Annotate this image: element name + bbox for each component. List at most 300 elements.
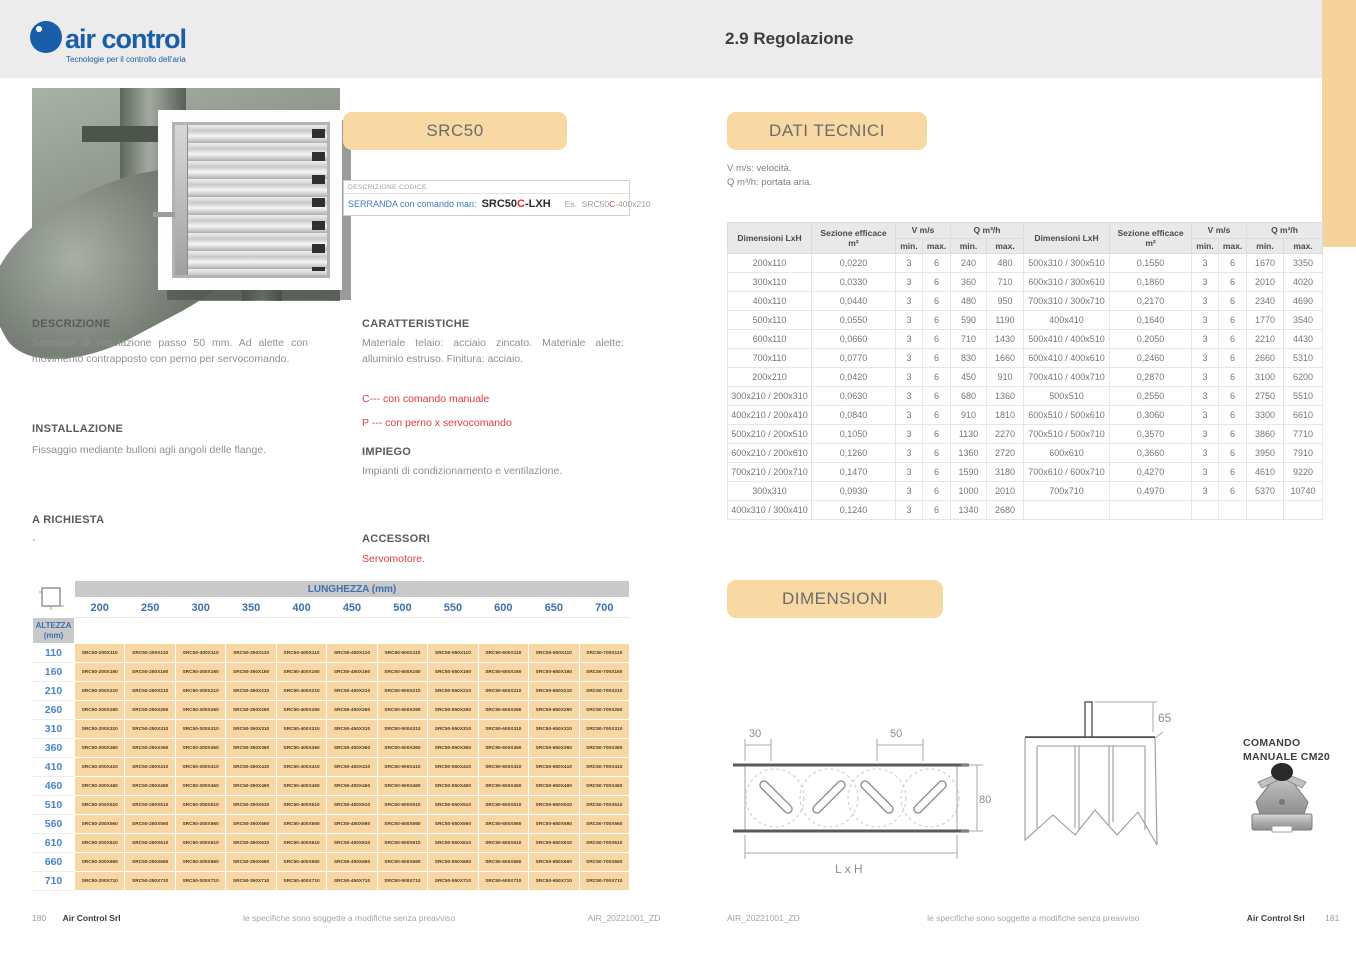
tech-table-cell	[1247, 501, 1284, 520]
tech-table-cell: 600x110	[728, 330, 812, 349]
tech-table-cell: 6	[923, 463, 951, 482]
model-code-cell: SRC50-600X310	[478, 720, 528, 739]
selector-row	[33, 872, 630, 891]
length-header: 500	[377, 598, 427, 618]
tech-legend: V m/s: velocità. Q m³/h: portata aria.	[727, 163, 813, 188]
tech-table-cell: 0,2170	[1110, 292, 1192, 311]
model-code-cell: SRC50-450X110	[327, 644, 377, 663]
tech-table-cell: 0,1240	[812, 501, 896, 520]
model-code-cell: SRC50-600X160	[478, 663, 528, 682]
tech-table-cell: 200x210	[728, 368, 812, 387]
tech-table-cell: 300x210 / 200x310	[728, 387, 812, 406]
model-code-cell: SRC50-500X360	[377, 739, 427, 758]
tech-table-cell: 6	[1219, 368, 1247, 387]
model-code-cell: SRC50-400X460	[276, 777, 326, 796]
model-code-cell: SRC50-700X360	[579, 739, 629, 758]
damper-section-drawing	[727, 693, 995, 883]
tech-table-cell: 3	[896, 368, 923, 387]
tech-table-cell: 0,3660	[1110, 444, 1192, 463]
tech-table-cell: 700x310 / 300x710	[1024, 292, 1110, 311]
tech-table-cell: 3	[896, 273, 923, 292]
tech-table-row	[728, 311, 1323, 330]
tech-table-cell: 2680	[987, 501, 1024, 520]
tech-table-cell: 0,0840	[812, 406, 896, 425]
tech-table-cell: 1360	[951, 444, 987, 463]
impiego-heading: IMPIEGO	[362, 446, 412, 458]
tech-table-cell: 500x410 / 400x510	[1024, 330, 1110, 349]
length-header: 250	[125, 598, 175, 618]
model-code-cell: SRC50-700X160	[579, 663, 629, 682]
model-code-cell: SRC50-250X410	[125, 758, 175, 777]
height-header: 660	[33, 853, 75, 872]
tech-table-cell: 3860	[1247, 425, 1284, 444]
tech-table-cell: 240	[951, 254, 987, 273]
model-code-cell: SRC50-650X260	[529, 701, 579, 720]
model-code-cell: SRC50-250X310	[125, 720, 175, 739]
model-code-cell: SRC50-450X460	[327, 777, 377, 796]
tech-table-row	[728, 425, 1323, 444]
model-code-cell: SRC50-550X410	[428, 758, 478, 777]
tech-table-cell: 6	[1219, 292, 1247, 311]
selector-row	[33, 720, 630, 739]
col-v-left: V m/s	[896, 223, 951, 239]
svg-text:65: 65	[1158, 711, 1172, 725]
selector-row	[33, 777, 630, 796]
model-code-cell: SRC50-350X310	[226, 720, 276, 739]
model-code-cell: SRC50-700X610	[579, 834, 629, 853]
model-code-cell: SRC50-500X310	[377, 720, 427, 739]
model-code-cell: SRC50-700X260	[579, 701, 629, 720]
tech-table-cell: 2270	[987, 425, 1024, 444]
svg-text:50: 50	[890, 728, 903, 740]
col-q-left: Q m³/h	[951, 223, 1024, 239]
model-code-cell: SRC50-250X160	[125, 663, 175, 682]
tech-table-cell: 600x410 / 400x610	[1024, 349, 1110, 368]
installazione-heading: INSTALLAZIONE	[32, 423, 124, 435]
model-code-cell: SRC50-400X510	[276, 796, 326, 815]
col-sezione-left: Sezione efficace m²	[812, 223, 896, 254]
tech-table-cell: 0,0420	[812, 368, 896, 387]
lunghezza-band: LUNGHEZZA (mm)	[75, 581, 630, 598]
impiego-body: Impianti di condizionamento e ventilazione.	[362, 465, 563, 477]
footer-left	[32, 913, 660, 923]
col-dimensioni-left: Dimensioni LxH	[728, 223, 812, 254]
model-code-cell: SRC50-550X610	[428, 834, 478, 853]
descrizione-body: Serrande di regolazione passo 50 mm. Ad alette con movimento contrapposto con perno per servocomando.	[32, 337, 308, 365]
model-code-cell: SRC50-400X610	[276, 834, 326, 853]
tech-table-cell	[1024, 501, 1110, 520]
model-code-cell: SRC50-700X210	[579, 682, 629, 701]
tech-table: Dimensioni LxH Sezione efficace m² V m/s Q m³/h Dimensioni LxH Sezione efficace m² V m/s Q m³/h min. max. min. max. min. max. min. max. 200x110 0,0220 3 6 240 480 500x310 / 300x510 0,1550 3 6 1670 3350 300x110 0,0330 3 6 360 710 600x310 / 300x610 0,1860 3 6 2010 4020 400x110 0,0440 3 6 480 950 700x310 / 300x710 0,2170 3 6 2340 4690 500x110 0,0550 3 6 590 1190 400x410 0,1640 3 6 1770 3540 600x110 0,0660 3 6 710 1430 500x410 / 400x510 0,2050 3 6 2210 4430 700x110 0,0770 3 6 830 1660 600x410 / 400x610 0,2460 3 6 2660 5310 200x210 0,0420 3 6 450 910 700x410 / 400x710 0,2870 3 6 3100 6200 300x210 / 200x310 0,0630 3 6 680 1360 500x510 0,2550 3 6 2750 5510 400x210 / 200x410 0,0840 3 6 910 1810 600x510 / 500x610 0,3060 3 6 3300 6610 500x210 / 200x510 0,1050 3 6 1130 2270 700x510 / 500x710 0,3570 3 6 3860 7710 600x210 / 200x610 0,1260 3 6 1360 2720 600x610 0,3660 3 6 3950 7910 700x210 / 200x710 0,1470 3 6 1590 3180 700x610 / 600x710 0,4270 3 6 4610 9220 300x310 0,0930 3 6 1000 2010 700x710 0,4970 3 6 5370 10740 400x310 / 300x410 0,1240 3 6 1340 2680	[727, 222, 1323, 520]
tech-table-row	[728, 444, 1323, 463]
tech-table-cell: 1360	[987, 387, 1024, 406]
tech-table-cell: 700x110	[728, 349, 812, 368]
tech-table-cell: 6	[923, 482, 951, 501]
height-header: 260	[33, 701, 75, 720]
model-code-cell: SRC50-250X510	[125, 796, 175, 815]
tech-table-cell: 600x210 / 200x610	[728, 444, 812, 463]
model-code-cell: SRC50-200X510	[75, 796, 125, 815]
tech-table-cell: 1000	[951, 482, 987, 501]
tech-table-cell: 5370	[1247, 482, 1284, 501]
product-code: SRC50C-LXH	[481, 198, 551, 210]
logo-text: air control	[65, 24, 187, 54]
model-code-cell: SRC50-300X160	[175, 663, 225, 682]
tech-table-cell: 3	[896, 501, 923, 520]
tech-table-row	[728, 406, 1323, 425]
tech-table-cell: 600x310 / 300x610	[1024, 273, 1110, 292]
tech-table-cell: 2010	[1247, 273, 1284, 292]
tech-table-cell: 0,0770	[812, 349, 896, 368]
model-code-cell: SRC50-700X310	[579, 720, 629, 739]
selector-row	[33, 663, 630, 682]
tech-table-cell: 3	[1192, 463, 1219, 482]
tech-table-cell: 0,2870	[1110, 368, 1192, 387]
tech-table-cell: 400x310 / 300x410	[728, 501, 812, 520]
tech-table-cell: 6	[1219, 406, 1247, 425]
tech-table-cell: 6	[1219, 330, 1247, 349]
model-code-cell: SRC50-650X410	[529, 758, 579, 777]
model-code-cell: SRC50-250X710	[125, 872, 175, 891]
model-code-cell: SRC50-700X660	[579, 853, 629, 872]
tech-table-cell: 600x610	[1024, 444, 1110, 463]
model-code-cell: SRC50-600X460	[478, 777, 528, 796]
length-header: 400	[276, 598, 326, 618]
tech-table-cell: 3	[1192, 482, 1219, 501]
selector-row	[33, 682, 630, 701]
model-code-cell: SRC50-650X460	[529, 777, 579, 796]
selector-row	[33, 853, 630, 872]
model-code-cell: SRC50-500X710	[377, 872, 427, 891]
model-code-cell: SRC50-350X210	[226, 682, 276, 701]
dati-tecnici-badge: DATI TECNICI	[727, 112, 927, 150]
model-code-cell: SRC50-250X660	[125, 853, 175, 872]
length-header: 200	[75, 598, 125, 618]
model-code-cell: SRC50-350X710	[226, 872, 276, 891]
model-code-cell: SRC50-200X360	[75, 739, 125, 758]
tech-table-cell: 0,1470	[812, 463, 896, 482]
length-header: 600	[478, 598, 528, 618]
tech-table-cell: 3	[1192, 444, 1219, 463]
length-header: 700	[579, 598, 629, 618]
damper-front-drawing	[1005, 690, 1180, 880]
length-header: 450	[327, 598, 377, 618]
model-code-cell: SRC50-200X310	[75, 720, 125, 739]
tech-table-cell: 6	[923, 406, 951, 425]
tech-table-cell: 1430	[987, 330, 1024, 349]
dimensioni-badge: DIMENSIONI	[727, 580, 943, 618]
selector-row	[33, 739, 630, 758]
tech-table-cell: 3540	[1284, 311, 1323, 330]
code-example: Es. SRC50C-400x210	[564, 199, 651, 209]
height-header: 160	[33, 663, 75, 682]
tech-table-cell: 3180	[987, 463, 1024, 482]
col-v-right: V m/s	[1192, 223, 1247, 239]
height-header: 360	[33, 739, 75, 758]
model-code-cell: SRC50-400X110	[276, 644, 326, 663]
tech-table-cell: 3	[1192, 273, 1219, 292]
model-code-cell: SRC50-250X260	[125, 701, 175, 720]
model-code-cell: SRC50-200X660	[75, 853, 125, 872]
tech-table-cell: 3	[896, 292, 923, 311]
model-code-cell: SRC50-550X710	[428, 872, 478, 891]
tech-table-cell: 0,1550	[1110, 254, 1192, 273]
tech-table-cell: 3	[896, 254, 923, 273]
model-code-cell: SRC50-450X560	[327, 815, 377, 834]
tech-table-cell: 3	[1192, 311, 1219, 330]
model-code-cell: SRC50-600X110	[478, 644, 528, 663]
cm20-photo	[1246, 762, 1318, 844]
tech-table-cell: 0,0660	[812, 330, 896, 349]
length-header: 650	[529, 598, 579, 618]
model-code-cell: SRC50-300X510	[175, 796, 225, 815]
model-code-cell: SRC50-200X110	[75, 644, 125, 663]
selector-row	[33, 815, 630, 834]
tech-table-cell: 0,0220	[812, 254, 896, 273]
selector-row	[33, 644, 630, 663]
tech-table-cell: 0,4970	[1110, 482, 1192, 501]
installazione-body: Fissaggio mediante bulloni agli angoli delle flange.	[32, 444, 267, 456]
tech-table-cell: 0,0330	[812, 273, 896, 292]
tech-table-cell: 500x310 / 300x510	[1024, 254, 1110, 273]
doc-code: AIR_20221001_ZD	[727, 913, 800, 923]
tech-table-row	[728, 463, 1323, 482]
tech-table-cell: 6	[1219, 463, 1247, 482]
model-code-cell: SRC50-550X310	[428, 720, 478, 739]
tech-table-cell: 3	[1192, 425, 1219, 444]
tech-table-cell: 0,2050	[1110, 330, 1192, 349]
corner-accent-band	[1322, 0, 1356, 247]
model-code-cell: SRC50-250X610	[125, 834, 175, 853]
tech-table-cell: 6	[1219, 387, 1247, 406]
model-code-cell: SRC50-200X410	[75, 758, 125, 777]
footer-note: le specifiche sono soggette a modifiche senza preavviso	[927, 913, 1140, 923]
model-code-cell: SRC50-350X410	[226, 758, 276, 777]
tech-table-cell: 3	[896, 330, 923, 349]
height-header: 310	[33, 720, 75, 739]
tech-table-cell: 6	[923, 273, 951, 292]
tech-table-cell: 480	[951, 292, 987, 311]
model-code-cell: SRC50-300X210	[175, 682, 225, 701]
tech-table-cell: 910	[987, 368, 1024, 387]
accessori-heading: ACCESSORI	[362, 533, 431, 545]
tech-table-cell: 1660	[987, 349, 1024, 368]
tech-table-cell: 2720	[987, 444, 1024, 463]
tech-table-cell	[1219, 501, 1247, 520]
model-code-cell: SRC50-550X560	[428, 815, 478, 834]
model-code-cell: SRC50-650X210	[529, 682, 579, 701]
tech-table-cell: 3100	[1247, 368, 1284, 387]
model-code-cell: SRC50-350X360	[226, 739, 276, 758]
height-header: 110	[33, 644, 75, 663]
model-code-cell: SRC50-400X560	[276, 815, 326, 834]
tech-table-cell: 830	[951, 349, 987, 368]
model-code-cell: SRC50-450X610	[327, 834, 377, 853]
tech-table-row	[728, 482, 1323, 501]
model-code-cell: SRC50-700X410	[579, 758, 629, 777]
model-code-cell: SRC50-300X660	[175, 853, 225, 872]
tech-table-row	[728, 330, 1323, 349]
variant-comando-manuale: C--- con comando manuale	[362, 393, 490, 405]
model-code-cell: SRC50-650X160	[529, 663, 579, 682]
variant-perno-servocomando: P --- con perno x servocomando	[362, 417, 512, 429]
tech-table-cell: 3	[1192, 368, 1219, 387]
length-header: 350	[226, 598, 276, 618]
product-photo	[32, 88, 340, 301]
tech-table-cell: 3300	[1247, 406, 1284, 425]
caratteristiche-heading: CARATTERISTICHE	[362, 318, 470, 330]
tech-table-cell: 3350	[1284, 254, 1323, 273]
tech-table-cell: 2340	[1247, 292, 1284, 311]
tech-table-cell: 5510	[1284, 387, 1323, 406]
tech-table-cell: 6	[1219, 311, 1247, 330]
tech-table-cell: 6	[923, 387, 951, 406]
model-code-cell: SRC50-400X360	[276, 739, 326, 758]
model-code-cell: SRC50-350X260	[226, 701, 276, 720]
page-number-right: 181	[1325, 913, 1340, 923]
model-code-cell: SRC50-700X710	[579, 872, 629, 891]
model-code-cell: SRC50-600X410	[478, 758, 528, 777]
tech-table-cell: 1590	[951, 463, 987, 482]
model-code-cell: SRC50-500X460	[377, 777, 427, 796]
footer-note: le specifiche sono soggette a modifiche senza preavviso	[243, 913, 456, 923]
tech-table-cell: 3	[896, 425, 923, 444]
tech-table-cell: 9220	[1284, 463, 1323, 482]
tech-table-cell: 10740	[1284, 482, 1323, 501]
header-band	[0, 0, 1322, 78]
tech-table-cell: 6	[923, 425, 951, 444]
tech-table-cell: 590	[951, 311, 987, 330]
logo-tagline: Tecnologie per il controllo dell'aria	[66, 55, 186, 64]
tech-table-cell: 0,0440	[812, 292, 896, 311]
model-code-cell: SRC50-650X660	[529, 853, 579, 872]
tech-table-cell: 600x510 / 500x610	[1024, 406, 1110, 425]
tech-table-cell: 480	[987, 254, 1024, 273]
selector-row	[33, 834, 630, 853]
tech-table-cell: 0,4270	[1110, 463, 1192, 482]
model-code-cell: SRC50-550X510	[428, 796, 478, 815]
tech-table-cell: 3	[1192, 254, 1219, 273]
tech-table-cell: 4020	[1284, 273, 1323, 292]
tech-table-cell: 0,2460	[1110, 349, 1192, 368]
tech-table-body	[728, 254, 1323, 520]
svg-text:L x H: L x H	[835, 862, 863, 876]
model-code-cell: SRC50-550X210	[428, 682, 478, 701]
model-code-cell: SRC50-550X160	[428, 663, 478, 682]
tech-table-cell: 3	[1192, 330, 1219, 349]
tech-table-cell: 6	[1219, 273, 1247, 292]
model-code-cell: SRC50-450X510	[327, 796, 377, 815]
tech-table-cell: 1670	[1247, 254, 1284, 273]
model-code-cell: SRC50-250X210	[125, 682, 175, 701]
descrizione-heading: DESCRIZIONE	[32, 318, 111, 330]
model-code-cell: SRC50-300X710	[175, 872, 225, 891]
tech-table-cell: 6	[923, 368, 951, 387]
selector-row	[33, 758, 630, 777]
model-code-cell: SRC50-350X510	[226, 796, 276, 815]
model-code-cell: SRC50-650X310	[529, 720, 579, 739]
tech-table-cell: 360	[951, 273, 987, 292]
tech-table-cell: 1190	[987, 311, 1024, 330]
model-code-cell: SRC50-500X660	[377, 853, 427, 872]
tech-table-cell: 0,3060	[1110, 406, 1192, 425]
model-code-cell: SRC50-600X210	[478, 682, 528, 701]
product-name-badge: SRC50	[343, 112, 567, 150]
tech-table-cell: 300x310	[728, 482, 812, 501]
tech-table-cell: 0,1260	[812, 444, 896, 463]
tech-table-cell: 3	[896, 482, 923, 501]
svg-text:80: 80	[979, 794, 992, 806]
model-code-cell: SRC50-650X360	[529, 739, 579, 758]
accessori-body: Servomotore.	[362, 553, 426, 565]
model-code-cell: SRC50-500X510	[377, 796, 427, 815]
tech-table-cell: 700x410 / 400x710	[1024, 368, 1110, 387]
model-code-cell: SRC50-500X110	[377, 644, 427, 663]
tech-table-cell: 3	[896, 311, 923, 330]
tech-table-cell: 0,1640	[1110, 311, 1192, 330]
tech-table-cell: 2750	[1247, 387, 1284, 406]
model-code-cell: SRC50-550X660	[428, 853, 478, 872]
model-code-cell: SRC50-250X110	[125, 644, 175, 663]
model-code-cell: SRC50-250X560	[125, 815, 175, 834]
page-number-left: 180	[32, 913, 47, 923]
col-dimensioni-right: Dimensioni LxH	[1024, 223, 1110, 254]
tech-table-cell: 5310	[1284, 349, 1323, 368]
code-box-title: DESCRIZIONE CODICE	[344, 181, 629, 194]
model-code-cell: SRC50-450X710	[327, 872, 377, 891]
tech-table-cell: 6	[923, 349, 951, 368]
model-code-cell: SRC50-650X560	[529, 815, 579, 834]
model-code-cell: SRC50-700X110	[579, 644, 629, 663]
col-sezione-right: Sezione efficace m²	[1110, 223, 1192, 254]
tech-table-cell: 6	[923, 501, 951, 520]
model-code-cell: SRC50-450X210	[327, 682, 377, 701]
model-code-cell: SRC50-450X310	[327, 720, 377, 739]
lxh-pictogram-icon	[38, 584, 66, 612]
model-code-cell: SRC50-650X610	[529, 834, 579, 853]
doc-code: AIR_20221001_ZD	[587, 913, 661, 923]
svg-text:30: 30	[749, 728, 762, 740]
model-code-cell: SRC50-450X260	[327, 701, 377, 720]
logo-globe-icon	[30, 21, 62, 53]
tech-table-cell: 500x510	[1024, 387, 1110, 406]
tech-table-cell: 4610	[1247, 463, 1284, 482]
tech-table-cell: 7710	[1284, 425, 1323, 444]
tech-table-cell: 3	[1192, 406, 1219, 425]
model-code-cell: SRC50-550X260	[428, 701, 478, 720]
height-header: 710	[33, 872, 75, 891]
height-header: 410	[33, 758, 75, 777]
model-code-cell: SRC50-200X610	[75, 834, 125, 853]
tech-table-cell: 500x110	[728, 311, 812, 330]
model-code-cell: SRC50-400X260	[276, 701, 326, 720]
model-code-cell: SRC50-500X560	[377, 815, 427, 834]
model-code-cell: SRC50-500X260	[377, 701, 427, 720]
model-code-cell: SRC50-300X460	[175, 777, 225, 796]
tech-table-cell: 710	[987, 273, 1024, 292]
tech-table-cell: 6200	[1284, 368, 1323, 387]
company-name: Air Control Srl	[62, 913, 121, 923]
tech-table-cell: 1810	[987, 406, 1024, 425]
model-code-cell: SRC50-300X610	[175, 834, 225, 853]
height-header: 560	[33, 815, 75, 834]
model-code-cell: SRC50-600X610	[478, 834, 528, 853]
tech-table-cell: 6	[923, 311, 951, 330]
damper-blade-ends	[312, 129, 325, 271]
model-code-cell: SRC50-500X610	[377, 834, 427, 853]
model-code-cell: SRC50-300X260	[175, 701, 225, 720]
altezza-header: ALTEZZA (mm)	[33, 618, 75, 644]
